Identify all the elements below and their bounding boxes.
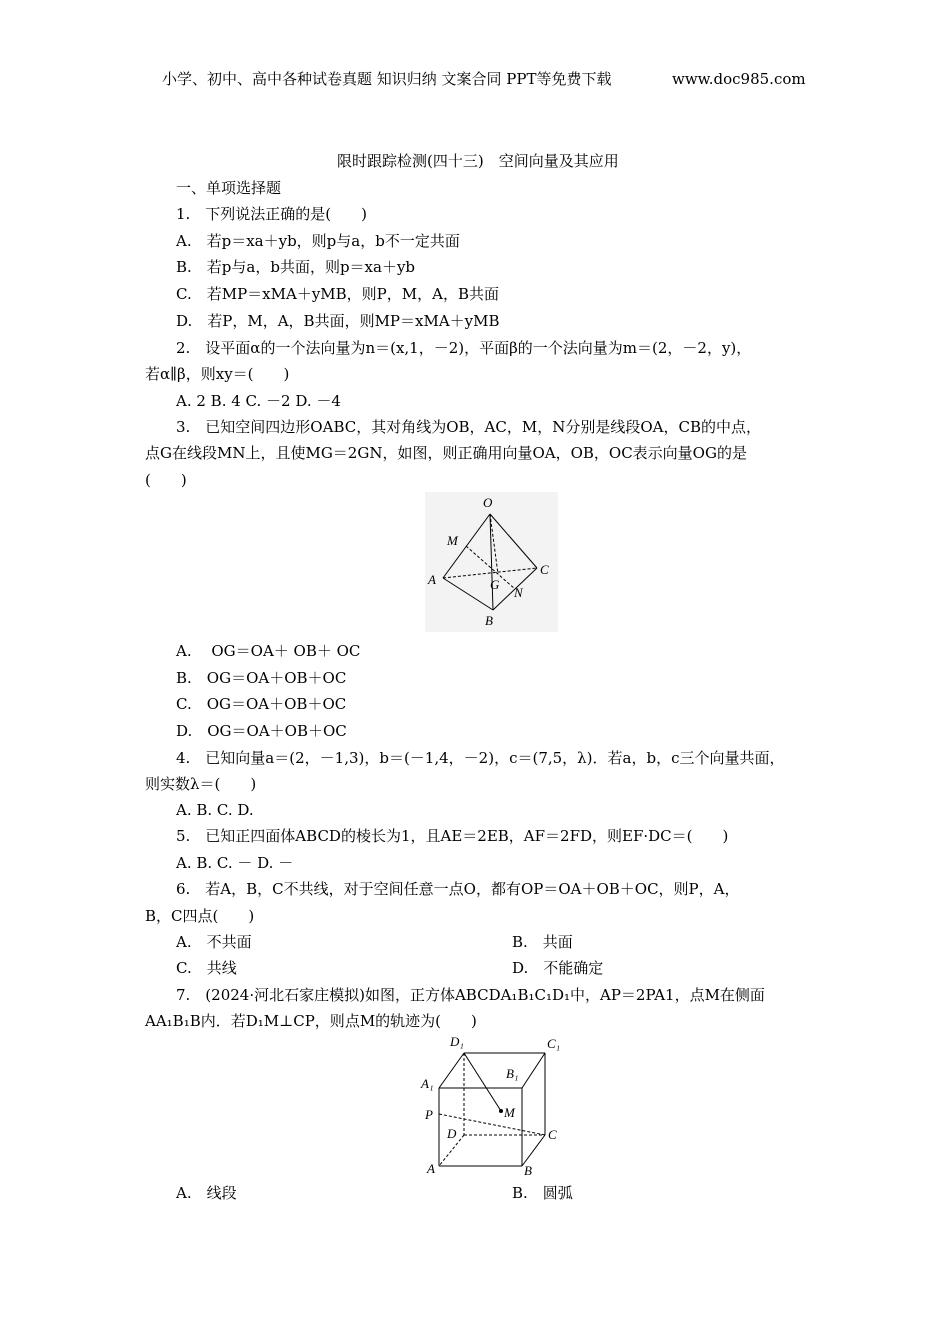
label-m: M [504,1105,515,1120]
label-c1: C₁ [547,1036,561,1051]
q7-line2: AA₁B₁B内．若D₁M⊥CP，则点M的轨迹为( ) [145,1012,477,1030]
q3-line2: 点G在线段MN上，且使MG＝2GN，如图，则正确用向量OA，OB，OC表示向量OG的是 [145,444,747,462]
q1-option-a: A. 若p＝xa＋yb，则p与a，b不一定共面 [176,232,460,250]
q5-line1: 5. 已知正四面体ABCD的棱长为1，且AE＝2EB，AF＝2FD，则EF·DC＝( ) [176,827,729,845]
header-url: www.doc985.com [672,70,806,88]
q6-option-a: A. 不共面 [176,933,252,951]
q7-option-b: B. 圆弧 [512,1184,573,1202]
q1-option-b: B. 若p与a，b共面，则p＝xa＋yb [176,258,416,276]
label-m: M [447,533,458,548]
q2-line1: 2. 设平面α的一个法向量为n＝(x,1，－2)，平面β的一个法向量为m＝(2，－2，y)， [176,339,752,357]
q6-line2: B，C四点( ) [145,907,255,925]
q4-line2: 则实数λ＝( ) [145,775,257,793]
q3-line1: 3. 已知空间四边形OABC，其对角线为OB，AC，M，N分别是线段OA，CB的中点， [176,418,761,436]
q4-line1: 4. 已知向量a＝(2，－1,3)，b＝(－1,4，－2)，c＝(7,5，λ)．若a，b，c三个向量共面， [176,749,785,767]
label-c: C [548,1127,557,1142]
q1-stem: 1. 下列说法正确的是( ) [176,205,368,223]
label-d: D [447,1126,457,1141]
q1-option-d: D. 若P，M，A，B共面，则MP＝xMA＋yMB [176,312,500,330]
header-text: 小学、初中、高中各种试卷真题 知识归纳 文案合同 PPT等免费下载 [162,70,612,88]
q3-option-b: B. OG＝OA＋OB＋OC [176,669,347,687]
label-o: O [483,495,493,510]
q3-option-c: C. OG＝OA＋OB＋OC [176,695,347,713]
tetrahedron-figure [425,492,558,632]
q1-option-c: C. 若MP＝xMA＋yMB，则P，M，A，B共面 [176,285,499,303]
q6-option-d: D. 不能确定 [512,959,604,977]
q2-options: A. 2 B. 4 C. －2 D. －4 [176,392,341,410]
label-b1: B₁ [506,1066,519,1081]
q4-options: A. B. C. D. [176,801,254,819]
cube-figure [417,1033,567,1178]
label-b: B [524,1163,532,1178]
label-c: C [540,562,549,577]
q7-option-a: A. 线段 [176,1184,237,1202]
label-a: A [428,572,436,587]
page-title: 限时跟踪检测(四十三) 空间向量及其应用 [337,152,619,170]
label-g: G [490,577,500,592]
q3-option-a: A. OG＝OA＋ OB＋ OC [176,642,361,660]
label-a: A [427,1161,435,1176]
q6-line1: 6. 若A，B，C不共线，对于空间任意一点O，都有OP＝OA＋OB＋OC，则P，A， [176,880,740,898]
q7-line1: 7. (2024·河北石家庄模拟)如图，正方体ABCDA₁B₁C₁D₁中，AP＝2PA1，点M在侧面 [176,986,765,1004]
q6-option-c: C. 共线 [176,959,237,977]
label-n: N [514,585,523,600]
q2-line2: 若α∥β，则xy＝( ) [145,365,290,383]
q3-line3: ( ) [145,471,187,489]
label-d1: D₁ [450,1034,464,1049]
label-b: B [485,613,493,628]
label-a1: A₁ [421,1076,434,1091]
q5-options: A. B. C. － D. － [176,854,294,872]
q3-option-d: D. OG＝OA＋OB＋OC [176,722,347,740]
label-p: P [425,1107,433,1122]
q6-option-b: B. 共面 [512,933,573,951]
section-heading: 一、单项选择题 [176,179,282,197]
